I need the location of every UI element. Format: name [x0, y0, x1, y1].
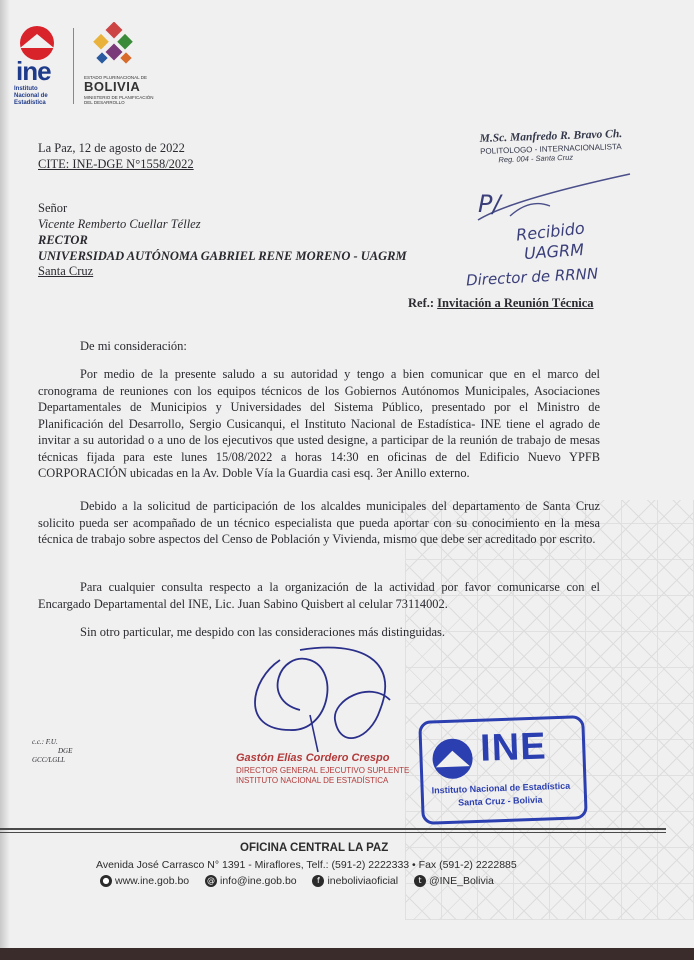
signatory-org: INSTITUTO NACIONAL DE ESTADÍSTICA — [236, 776, 389, 785]
salutation: Señor — [38, 201, 68, 215]
cite-number: CITE: INE-DGE N°1558/2022 — [38, 157, 194, 171]
recipient-university: UNIVERSIDAD AUTÓNOMA GABRIEL RENE MORENO - UAGRM — [38, 249, 407, 263]
footer-web[interactable]: www.ine.gob.bo — [115, 875, 190, 887]
footer-rule-bottom — [0, 832, 666, 833]
recipient-city: Santa Cruz — [38, 264, 94, 278]
cc-block — [32, 738, 72, 765]
logo-divider — [73, 28, 74, 104]
handwritten-uagrm: UAGRM — [523, 239, 585, 264]
footer-rule-top — [0, 828, 666, 830]
handwritten-recibido: Recibido — [515, 218, 586, 245]
footer-contacts — [100, 875, 494, 887]
ministry-text: MINISTERIO DE PLANIFICACIÓN DEL DESARROLLO — [84, 95, 154, 105]
body-paragraph-1: Por medio de la presente saludo a su autoridad y tengo a bien comunicar que en el marco del cronograma de reuniones con los equipos técnicos de los Gobiernos Autónomos Municipales, Asociaciones Departamentales de Municipios y Universidades del Sistema Público, presentado por el Ministro de Planificación del Desarrollo, Sergio Cusicanqui, el Instituto Nacional de Estadística- INE tiene el agrado de invitar a su autoridad o a uno de los ejecutivos que usted designe, a participar de la reunión de trabajo de mesas técnicas fijada para este lunes 15/08/2022 a horas 14:30 en oficinas de del Edificio Nuevo YPFB CORPORACIÓN ubicadas en la Av. Doble Vía la Guardia casi esq. 3er Anillo externo. — [38, 367, 600, 480]
receipt-stamp-role: POLITOLOGO - INTERNACIONALISTA — [479, 142, 622, 156]
reference — [408, 295, 594, 311]
ine-stamp-line-1: Instituto Nacional de Estadística — [431, 780, 571, 796]
signatory-role: DIRECTOR GENERAL EJECUTIVO SUPLENTE — [236, 766, 410, 775]
ine-logo-icon — [14, 24, 60, 60]
cc-line-2: DGE — [58, 747, 73, 755]
body-paragraph-2: Debido a la solicitud de participación de los alcaldes municipales del departamento de Santa Cruz solicito pueda ser acompañado de un técnico especialista que pueda aportar con su conocimiento en la mesa técnica de trabajo sobre aspectos del Censo de Población y Vivienda, mismo que debe ser acreditado por escrito. — [38, 499, 600, 546]
receipt-stamp-name: M.Sc. Manfredo R. Bravo Ch. — [479, 128, 623, 145]
cc-line-3: GCC/LGLL — [32, 756, 66, 764]
bolivia-small-text: ESTADO PLURINACIONAL DE — [84, 75, 148, 80]
ine-stamp-line-2: Santa Cruz - Bolivia — [457, 794, 543, 808]
ine-logo-text: ine — [16, 56, 51, 86]
place-date: La Paz, 12 de agosto de 2022 — [38, 141, 185, 155]
body-paragraph-3: Para cualquier consulta respecto a la organización de la actividad por favor comunicarse con el Encargado Departamental del INE, Lic. Juan Sabino Quisbert al celular 73114002. — [38, 580, 600, 611]
ine-logo-subtitle: Instituto Nacional de Estadística — [14, 86, 48, 106]
greeting: De mi consideración: — [80, 339, 187, 353]
ine-stamp-text: INE — [479, 725, 548, 770]
footer-address: Avenida José Carrasco N° 1391 - Miraflores, Telf.: (591-2) 2222333 • Fax (591-2) 2222885 — [96, 859, 517, 871]
facebook-icon: f — [312, 875, 324, 887]
reference-label: Ref.: — [408, 296, 435, 310]
footer-facebook[interactable]: ineboliviaoficial — [327, 875, 399, 887]
reference-text: Invitación a Reunión Técnica — [437, 296, 594, 310]
receipt-stamp-reg: Reg. 004 - Santa Cruz — [498, 152, 574, 165]
ine-logo — [14, 24, 60, 106]
bolivia-word: BOLIVIA — [84, 79, 141, 94]
signatory-name: Gastón Elías Cordero Crespo — [236, 752, 390, 764]
receipt-stamp — [479, 127, 650, 165]
globe-icon: ● — [100, 875, 112, 887]
ine-stamp-icon — [430, 736, 476, 782]
footer-title: OFICINA CENTRAL LA PAZ — [240, 842, 389, 854]
bolivia-logo — [84, 22, 154, 108]
twitter-icon: t — [414, 875, 426, 887]
recipient-title: RECTOR — [38, 233, 88, 247]
recipient-name: Vicente Remberto Cuellar Téllez — [38, 217, 201, 231]
page-shadow — [0, 0, 10, 948]
ine-stamp — [418, 715, 588, 825]
handwritten-mark: P/ — [478, 190, 501, 218]
footer-email[interactable]: info@ine.gob.bo — [219, 875, 297, 887]
bolivia-emblem-icon — [90, 22, 140, 70]
signature-scribble — [240, 640, 410, 760]
handwritten-director: Director de RRNN — [465, 264, 599, 290]
table-surface — [0, 948, 694, 960]
mail-icon: @ — [206, 876, 215, 886]
cc-line-1: c.c.: F.U. — [32, 738, 58, 746]
background-pattern — [405, 500, 694, 920]
closing: Sin otro particular, me despido con las consideraciones más distinguidas. — [80, 625, 446, 639]
footer-twitter[interactable]: @INE_Bolivia — [428, 875, 494, 887]
